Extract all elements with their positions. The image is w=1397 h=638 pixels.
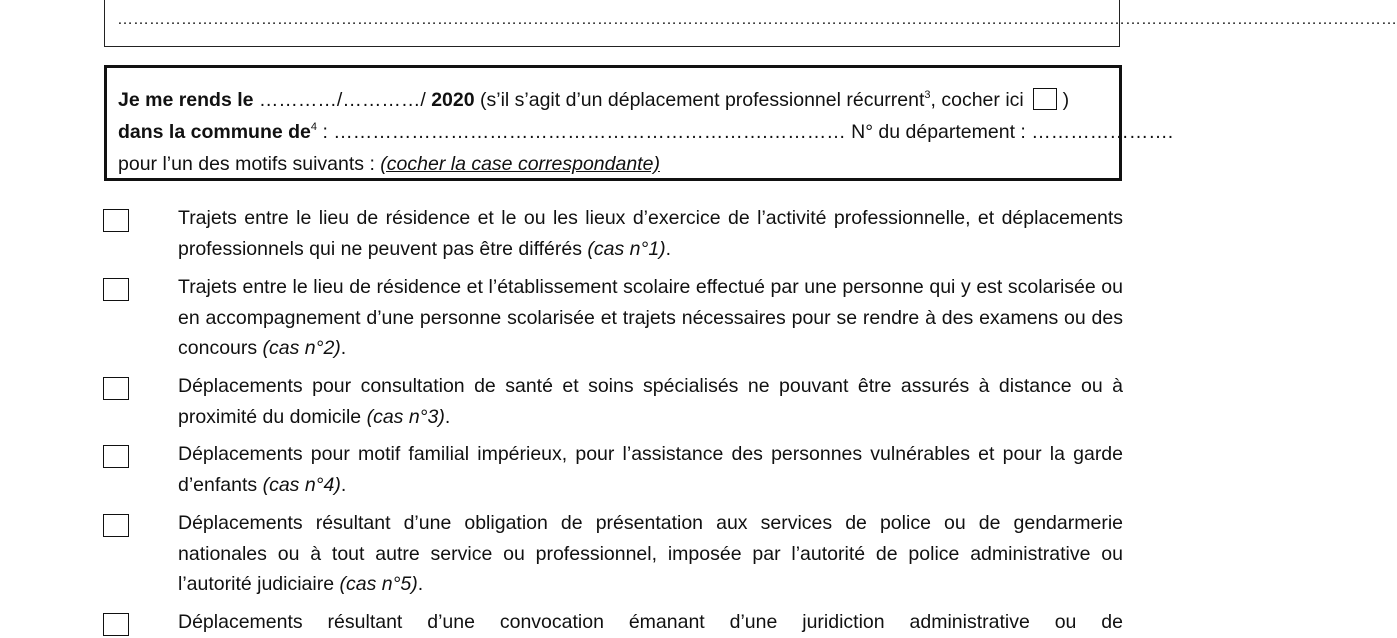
reason-text-1: Trajets entre le lieu de résidence et le ou les lieux d’exercice de l’activité professionnelle, et déplacements professionnels qui ne peuvent pas être différés (cas n°1). <box>178 207 1123 260</box>
reason-checkbox-2[interactable] <box>103 278 129 301</box>
footnote-ref-4: 4 <box>310 121 318 133</box>
reason-case-5: (cas n°5) <box>339 573 418 595</box>
reason-case-1: (cas n°1) <box>587 237 666 260</box>
reason-text-4: Déplacements pour motif familial impérieux, pour l’assistance des personnes vulnérables et pour la garde d’enfants (cas n°4). <box>178 443 1123 496</box>
footnote-ref-3: 3 <box>924 89 931 101</box>
declaration-line-date <box>118 84 1109 116</box>
declaration-year: 2020 <box>431 89 475 111</box>
reason-case-3: (cas n°3) <box>366 405 445 428</box>
declaration-going-label: Je me rends le <box>118 89 254 111</box>
travel-declaration-box <box>104 65 1174 181</box>
reason-checkbox-5[interactable] <box>103 514 129 537</box>
reason-text-5: Déplacements résultant d’une obligation de présentation aux services de police ou de gendarmerie nationales ou à tout autre service ou professionnel, imposée par l’autorité de police administrative ou l’autorité judiciaire (cas n°5). <box>178 512 1123 595</box>
recurrent-travel-note: (s’il s’agit d’un déplacement professionnel récurrent <box>480 89 925 111</box>
check-instruction: (cocher la case correspondante) <box>380 153 660 175</box>
reason-text-2: Trajets entre le lieu de résidence et l’établissement scolaire effectué par une personne qui y est scolarisée ou en accompagnement d’une personne scolarisée et trajets nécessaires pour se rendre à des examens ou des concours (cas n°2). <box>178 276 1123 359</box>
reason-checkbox-6[interactable] <box>103 613 129 636</box>
reason-checkbox-4[interactable] <box>103 445 129 468</box>
declaration-line-reasons <box>118 148 1109 180</box>
commune-department-fields[interactable]: : ………………………………………………………….………… N° du département : …………………. <box>322 121 1174 143</box>
reason-text-3: Déplacements pour consultation de santé et soins spécialisés ne pouvant être assurés à distance ou à proximité du domicile (cas n°3). <box>178 375 1123 428</box>
reason-checkbox-3[interactable] <box>103 377 129 400</box>
reason-text-6: Déplacements résultant d’une convocation émanant d’une juridiction administrative ou de <box>178 611 1123 633</box>
declaration-line-commune <box>118 116 1174 148</box>
check-here-label: , cocher ici <box>930 89 1024 111</box>
reason-case-4: (cas n°4) <box>262 473 341 496</box>
date-input-field[interactable]: …………/…………/ <box>258 89 426 111</box>
closing-paren: ) <box>1062 89 1070 111</box>
reason-checkbox-1[interactable] <box>103 209 129 232</box>
recurrent-travel-checkbox[interactable] <box>1033 88 1057 110</box>
address-dotted-line[interactable]: …………………………………………………………………………………………………………………………………………………………………………………………………………………… <box>117 11 1397 28</box>
address-field-box <box>104 0 1397 47</box>
reason-case-2: (cas n°2) <box>262 337 341 359</box>
reasons-intro: pour l’un des motifs suivants : <box>118 153 375 175</box>
commune-label: dans la commune de <box>118 121 311 143</box>
